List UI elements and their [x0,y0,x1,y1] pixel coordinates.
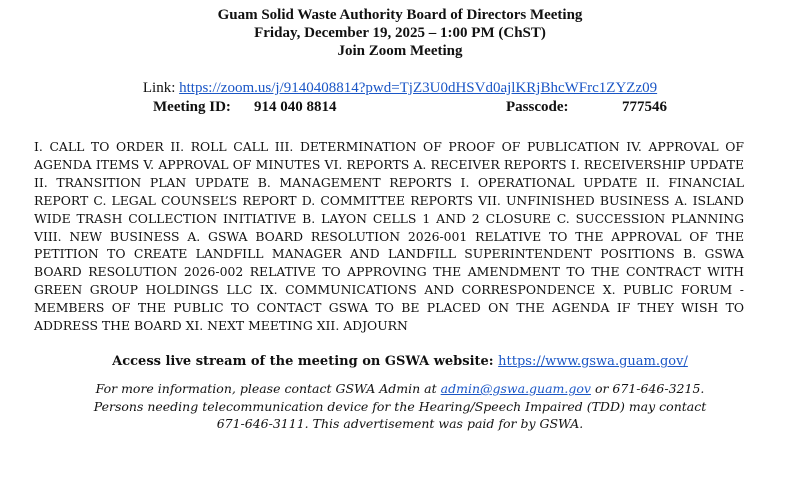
gswa-website-link[interactable]: https://www.gswa.guam.gov/ [498,354,688,369]
agenda-text: I. CALL TO ORDER II. ROLL CALL III. DETERMINATION OF PROOF OF PUBLICATION IV. APPROVAL OF AGENDA ITEMS V. APPROVAL OF MINUTES VI. REPORTS A. RECEIVER REPORTS I. RECEIVERSHIP UPDATE II. TRANSITION PLAN UPDATE B. MANAGEMENT REPORTS I. OPERATIONAL UPDATE II. FINANCIAL REPORT C. LEGAL COUNSEL’S REPORT D. COMMITTEE REPORTS VII. UNFINISHED BUSINESS A. ISLAND WIDE TRASH COLLECTION INITIATIVE B. LAYON CELLS 1 AND 2 CLOSURE C. SUCCESSION PLANNING VIII. NEW BUSINESS A. GSWA BOARD RESOLUTION 2026-001 RELATIVE TO THE APPROVAL OF THE PETITION TO CREATE LANDFILL MANAGER AND LANDFILL SUPERINTENDENT POSITIONS B. GSWA BOARD RESOLUTION 2026-002 RELATIVE TO APPROVING THE AMENDMENT TO THE CONTRACT WITH GREEN GROUP HOLDINGS LLC IX. COMMUNICATIONS AND CORRESPONDENCE X. PUBLIC FORUM - MEMBERS OF THE PUBLIC TO CONTACT GSWA TO BE PLACED ON THE AGENDA IF THEY WISH TO ADDRESS THE BOARD XI. NEXT MEETING XII. ADJOURN [34,139,744,334]
meeting-id-value: 914 040 8814 [254,99,337,115]
meeting-title: Guam Solid Waste Authority Board of Directors Meeting [217,7,583,23]
live-stream-label: Access live stream of the meeting on GSWA website: [112,354,499,369]
live-stream-line [0,353,800,371]
meeting-credentials [0,98,800,116]
notice-header [0,6,800,60]
passcode-value: 777546 [622,99,667,115]
contact-suffix: or 671-646-3215. [590,381,705,396]
passcode-label: Passcode: [506,99,569,115]
zoom-link[interactable]: https://zoom.us/j/9140408814?pwd=TjZ3U0dHSVd0ajlKRjBhcWFrc1ZYZz09 [179,80,658,96]
contact-line [0,380,800,398]
zoom-link-line [0,79,800,97]
join-zoom-heading: Join Zoom Meeting [337,43,463,59]
admin-email-link[interactable]: admin@gswa.guam.gov [440,381,591,396]
meeting-id-label: Meeting ID: [153,99,231,115]
contact-footer [0,380,800,433]
tdd-number-line: 671-646-3111. This advertisement was paid for by GSWA. [216,416,584,431]
zoom-link-label: Link: [142,80,180,96]
contact-prefix: For more information, please contact GSWA Admin at [95,381,441,396]
tdd-line: Persons needing telecommunication device for the Hearing/Speech Impaired (TDD) may contact [93,398,707,414]
meeting-datetime: Friday, December 19, 2025 – 1:00 PM (ChST) [254,25,546,41]
